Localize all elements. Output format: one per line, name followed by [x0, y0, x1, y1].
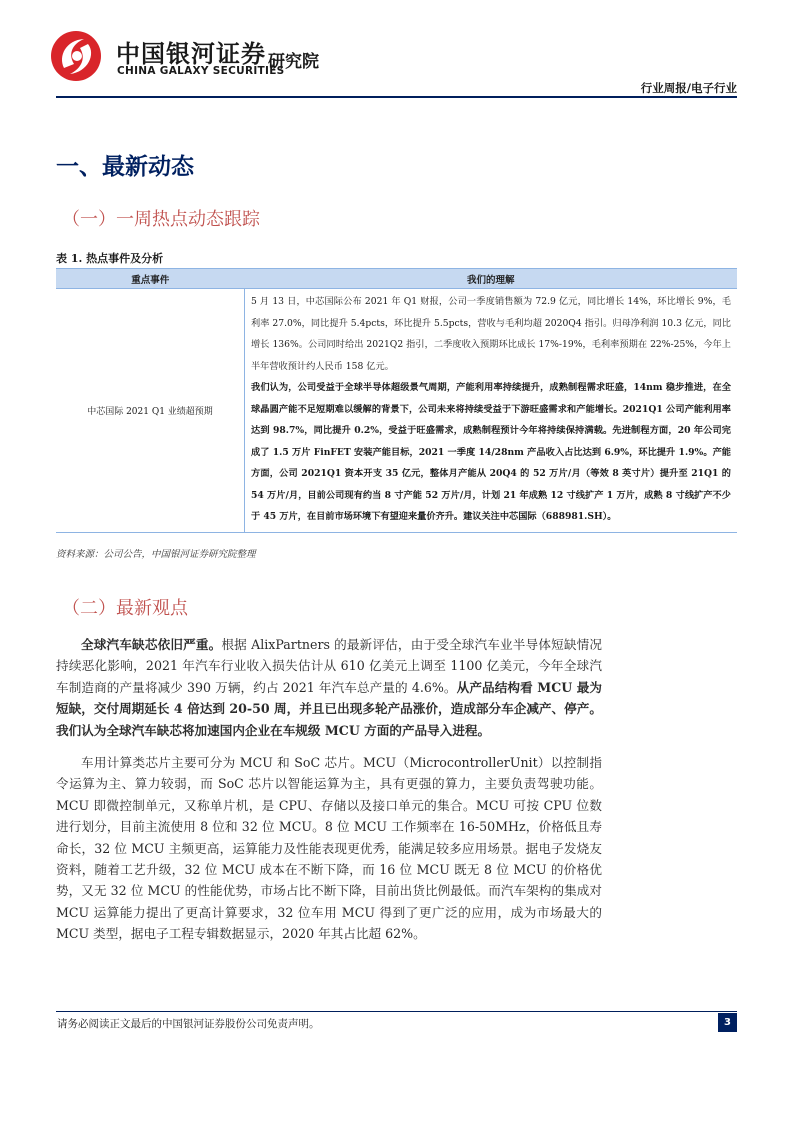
- hot-events-table: [56, 268, 737, 533]
- section-title: 一、最新动态: [56, 153, 194, 180]
- analysis-facts: 5 月 13 日，中芯国际公布 2021 年 Q1 财报，公司一季度销售额为 72.9 亿元，同比增长 14%，环比增长 9%，毛利率 27.0%，同比提升 5.4pcts，环比提升 5.5pcts，营收与毛利均超 2020Q4 指引。归母净利润 10.3 亿元，同比增长 136%。公司同时给出 2021Q2 指引，二季度收入预期环比成长 17%-19%，毛利率预期在 22%-25%，今年上半年营收预计约人民币 158 亿元。: [251, 296, 731, 372]
- table-row: [56, 289, 737, 533]
- footer-divider: [56, 1011, 737, 1012]
- paragraph-auto-chip-shortage: [56, 634, 602, 741]
- column-header-event: 重点事件: [56, 269, 245, 289]
- column-header-analysis: 我们的理解: [245, 269, 738, 289]
- page-number: 3: [718, 1013, 737, 1032]
- subsection-title-views: （二）最新观点: [62, 598, 188, 619]
- paragraph-conclusion: 从产品结构看 MCU 最为短缺，交付周期延长 4 倍达到 20-50 周，并且已出现多轮产品涨价，造成部分车企减产、停产。我们认为全球汽车缺芯将加速国内企业在车规级 MCU 方面的产品导入进程。: [56, 679, 602, 738]
- header-divider: [56, 96, 737, 98]
- table-source-note: 资料来源：公司公告，中国银河证券研究院整理: [56, 549, 256, 560]
- paragraph-lead: 全球汽车缺芯依旧严重。: [81, 637, 222, 652]
- galaxy-logo-icon: [50, 30, 102, 82]
- brand-institute: 研究院: [268, 52, 319, 72]
- brand-name-en: CHINA GALAXY SECURITIES: [117, 65, 285, 77]
- subsection-title-hotspots: （一）一周热点动态跟踪: [62, 209, 260, 230]
- brand-name-cn: 中国银河证券: [116, 40, 266, 68]
- paragraph-mcu-soc: 车用计算类芯片主要可分为 MCU 和 SoC 芯片。MCU（MicrocontrollerUnit）以控制指令运算为主、算力较弱，而 SoC 芯片以智能运算为主，具有更强的算力，主要负责驾驶功能。MCU 即微控制单元，又称单片机，是 CPU、存储以及接口单元的集合。MCU 可按 CPU 位数进行划分，目前主流使用 8 位和 32 位 MCU。8 位 MCU 工作频率在 16-50MHz，价格低且寿命长，32 位 MCU 主频更高，运算能力及性能表现更优秀，能满足较多应用场景。据电子发烧友资料，随着工艺升级，32 位 MCU 成本在不断下降，而 16 位 MCU 既无 8 位 MCU 的价格优势，又无 32 位 MCU 的性能优势，市场占比不断下降，目前出货比例最低。而汽车架构的集成对 MCU 运算能力提出了更高计算要求，32 位车用 MCU 得到了更广泛的应用，成为市场最大的 MCU 类型，据电子工程专辑数据显示，2020 年其占比超 62%。: [56, 755, 602, 942]
- analysis-cell: [245, 289, 738, 533]
- footer-disclaimer: 请务必阅读正文最后的中国银河证券股份公司免责声明。: [57, 1018, 320, 1030]
- paragraph-body: 根据 AlixPartners 的最新评估，由于受全球汽车业半导体短缺情况持续恶化影响，2021 年汽车行业收入损失估计从 610 亿美元上调至 1100 亿美元，今年全球汽车制造商的产量将减少 390 万辆，约占 2021 年汽车总产量的 4.6%。: [56, 637, 602, 695]
- table-title: 表 1. 热点事件及分析: [56, 252, 164, 265]
- event-cell: 中芯国际 2021 Q1 业绩超预期: [56, 289, 245, 533]
- analysis-opinion: 我们认为，公司受益于全球半导体超级景气周期，产能利用率持续提升，成熟制程需求旺盛，14nm 稳步推进，在全球晶圆产能不足短期难以缓解的背景下，公司未来将持续受益于下游旺盛需求和产能增长。2021Q1 公司产能利用率达到 98.7%，同比提升 0.2%，受益于旺盛需求，成熟制程预计今年将持续保持满载。先进制程方面，20 年公司完成了 1.5 万片 FinFET 安装产能目标，2021 一季度 14/28nm 产品收入占比达到 6.9%，环比提升 1.9%。产能方面，公司 2021Q1 资本开支 35 亿元，整体月产能从 20Q4 的 52 万片/月（等效 8 英寸片）提升至 21Q1 的 54 万片/月，目前公司现有约当 8 寸产能 52 万片/月，计划 21 年成熟 12 寸线扩产 1 万片，成熟 8 寸线扩产不少于 45 万片，在目前市场环境下有望迎来量价齐升。建议关注中芯国际（688981.SH）。: [251, 382, 731, 522]
- table-header-row: [56, 269, 737, 289]
- report-category: 行业周报/电子行业: [640, 81, 737, 95]
